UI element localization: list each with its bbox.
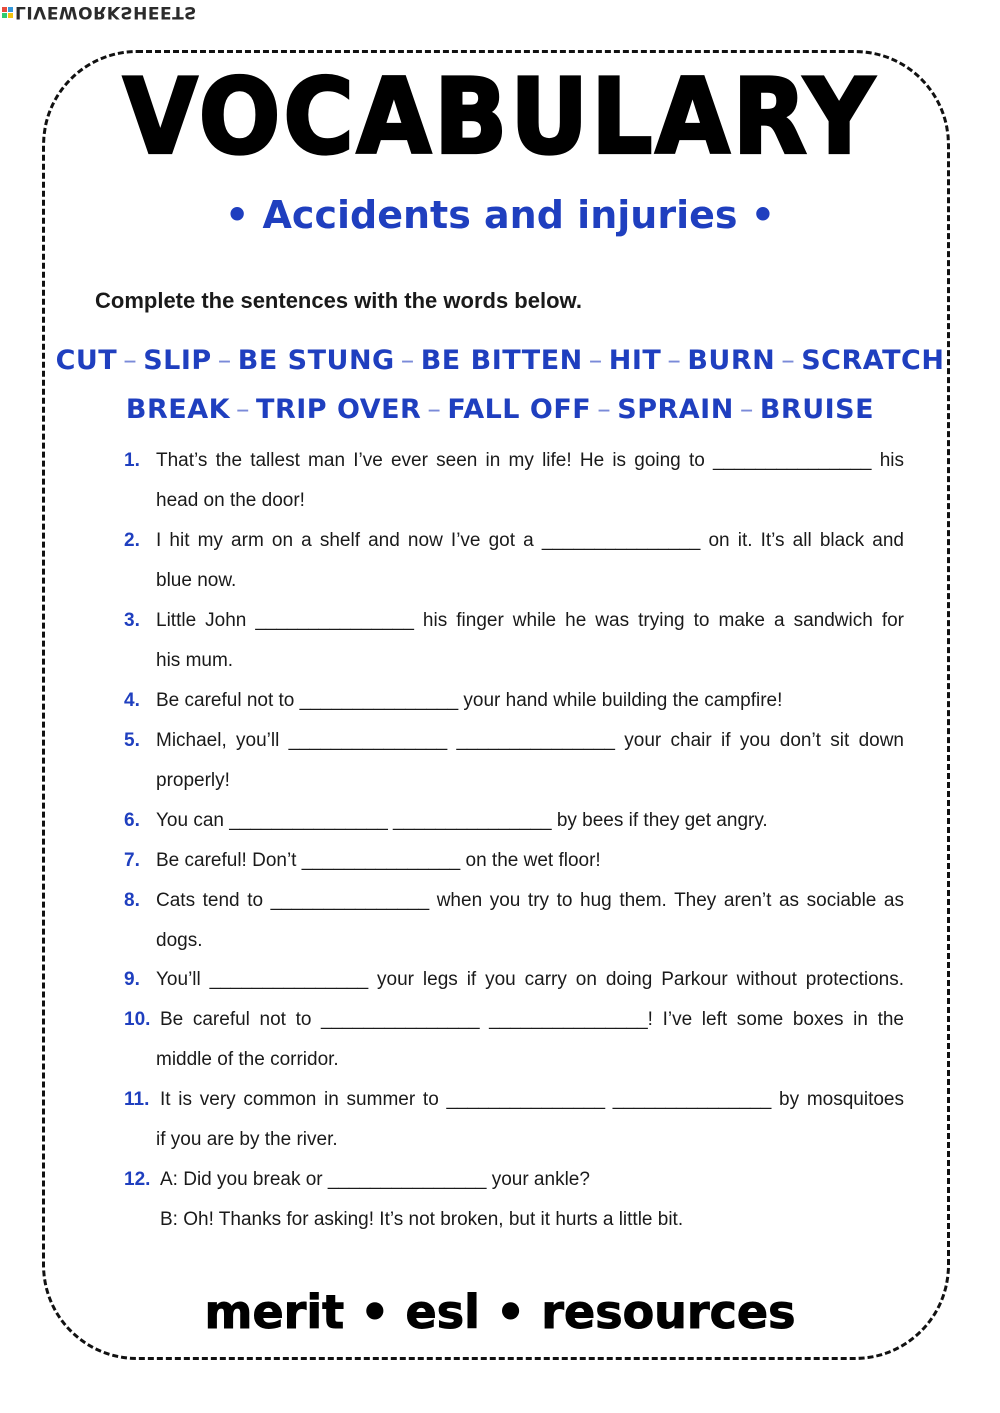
word-bank-item: BURN (687, 345, 776, 376)
question-number: 4. (124, 690, 140, 711)
question-number: 5. (124, 730, 140, 751)
question-7 (124, 841, 904, 881)
question-number: 7. (124, 850, 140, 871)
word-separator: – (400, 345, 415, 376)
question-number: 2. (124, 530, 140, 551)
word-bank-item: BE STUNG (237, 345, 395, 376)
question-number: 11. (124, 1089, 150, 1110)
word-separator: – (597, 394, 612, 425)
question-line[interactable]: You’ll _______________ your legs if you carry on doing Parkour without protections. (156, 969, 904, 990)
question-line: head on the door! (156, 490, 305, 511)
word-bank-item: CUT (55, 345, 118, 376)
footer-brand: merit • esl • resources (204, 1285, 796, 1339)
question-number: 12. (124, 1169, 151, 1190)
word-bank-item: SCRATCH (801, 345, 945, 376)
question-number: 6. (124, 810, 140, 831)
word-bank-item: TRIP OVER (256, 394, 422, 425)
question-line: blue now. (156, 570, 237, 591)
question-line[interactable]: You can _______________ _______________ by bees if they get angry. (156, 810, 768, 831)
word-bank-item: BREAK (125, 394, 231, 425)
word-separator: – (667, 345, 682, 376)
word-bank-item: HIT (608, 345, 662, 376)
question-12 (124, 1160, 904, 1240)
word-bank-item: BE BITTEN (420, 345, 583, 376)
word-separator: – (236, 394, 251, 425)
question-line: B: Oh! Thanks for asking! It’s not broken, but it hurts a little bit. (160, 1209, 684, 1230)
question-8 (124, 881, 904, 961)
word-separator: – (739, 394, 754, 425)
word-bank-row-2 (0, 394, 1000, 425)
question-line: dogs. (156, 930, 203, 951)
word-separator: – (588, 345, 603, 376)
liveworksheets-watermark (0, 2, 197, 22)
question-9 (124, 960, 904, 1000)
question-line: his mum. (156, 650, 234, 671)
question-number: 9. (124, 969, 140, 990)
question-10 (124, 1000, 904, 1080)
question-number: 3. (124, 610, 140, 631)
question-number: 10. (124, 1009, 151, 1030)
question-line: properly! (156, 770, 230, 791)
question-line[interactable]: Be careful not to _______________ _______________! I’ve left some boxes in the (160, 1009, 904, 1030)
word-separator: – (427, 394, 442, 425)
question-number: 8. (124, 890, 140, 911)
liveworksheets-logo-icon (2, 7, 13, 18)
question-11 (124, 1080, 904, 1160)
question-line: middle of the corridor. (156, 1049, 339, 1070)
watermark-text: LIVEWORKSHEETS (15, 2, 197, 22)
word-bank-item: BRUISE (759, 394, 875, 425)
question-4 (124, 681, 904, 721)
word-bank-item: FALL OFF (447, 394, 592, 425)
word-bank-item: SPRAIN (617, 394, 734, 425)
word-separator: – (123, 345, 138, 376)
instruction-text: Complete the sentences with the words below. (95, 288, 582, 313)
question-2 (124, 521, 904, 601)
question-line[interactable]: It is very common in summer to _______________ _______________ by mosquitoes (160, 1089, 904, 1110)
question-3 (124, 601, 904, 681)
question-line[interactable]: Cats tend to _______________ when you try to hug them. They aren’t as sociable as (156, 890, 904, 911)
word-bank-row-1 (0, 345, 1000, 376)
question-line: if you are by the river. (156, 1129, 338, 1150)
question-line[interactable]: Little John _______________ his finger while he was trying to make a sandwich for (156, 610, 904, 631)
word-separator: – (217, 345, 232, 376)
question-line[interactable]: Be careful! Don’t _______________ on the wet floor! (156, 850, 601, 871)
page-title: VOCABULARY (123, 56, 877, 178)
question-line[interactable]: Be careful not to _______________ your hand while building the campfire! (156, 690, 783, 711)
question-line[interactable]: Michael, you’ll _______________ _______________ your chair if you don’t sit down (156, 730, 904, 751)
question-number: 1. (124, 450, 140, 471)
question-6 (124, 801, 904, 841)
question-line[interactable]: That’s the tallest man I’ve ever seen in my life! He is going to _______________ his (156, 450, 904, 471)
word-bank-item: SLIP (143, 345, 212, 376)
question-5 (124, 721, 904, 801)
page-subtitle: • Accidents and injuries • (225, 193, 775, 237)
question-line[interactable]: A: Did you break or _______________ your ankle? (160, 1169, 590, 1190)
question-line[interactable]: I hit my arm on a shelf and now I’ve got a _______________ on it. It’s all black and (156, 530, 904, 551)
word-separator: – (781, 345, 796, 376)
question-1 (124, 441, 904, 521)
